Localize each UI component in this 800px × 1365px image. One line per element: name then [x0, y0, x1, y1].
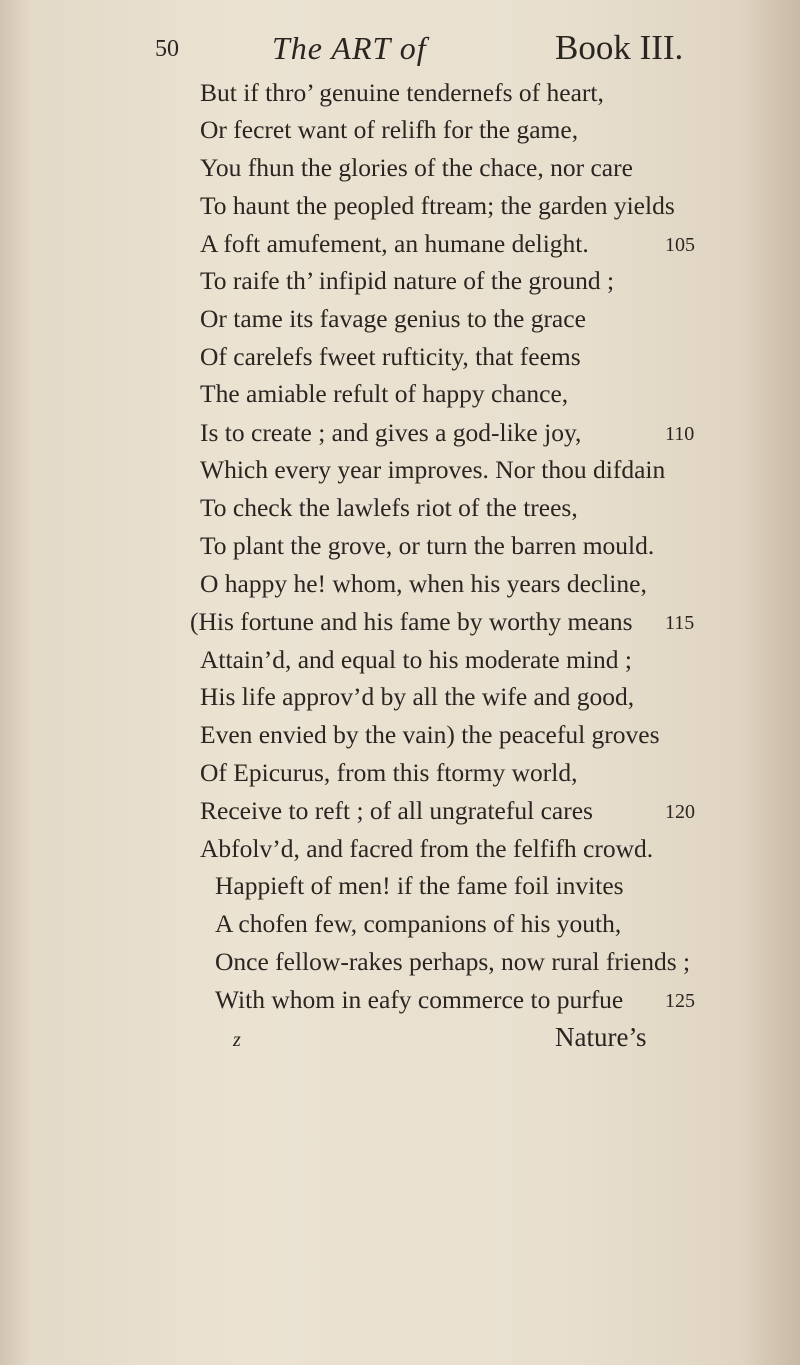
verse-line: To haunt the peopled ftream; the garden yields [200, 191, 675, 220]
line-number: 125 [665, 990, 695, 1012]
verse-line: Even envied by the vain) the peaceful groves [200, 720, 660, 749]
verse-line: To plant the grove, or turn the barren mould. [200, 531, 655, 560]
catchword: Nature’s [555, 1022, 647, 1052]
verse-line: O happy he! whom, when his years decline, [200, 569, 647, 598]
verse-line: Happieft of men! if the fame foil invites [215, 871, 624, 900]
verse-line: Which every year improves. Nor thou difdain [200, 455, 666, 484]
verse-line: Receive to reft ; of all ungrateful cares [200, 796, 593, 825]
line-number: 115 [665, 612, 695, 634]
verse-line: His life approv’d by all the wife and good, [200, 682, 635, 711]
line-number: 120 [665, 801, 695, 823]
verse-line: Once fellow-rakes perhaps, now rural friends ; [215, 947, 691, 976]
verse-line: To check the lawlefs riot of the trees, [200, 493, 578, 522]
verse-line: (His fortune and his fame by worthy means [190, 607, 633, 636]
page-edge-shadow [0, 0, 30, 1365]
verse-line: Attain’d, and equal to his moderate mind ; [200, 645, 632, 674]
verse-line: The amiable refult of happy chance, [200, 379, 569, 408]
page-number: 50 [155, 36, 179, 62]
line-number: 110 [665, 423, 695, 445]
verse-line: Abfolv’d, and facred from the felfifh crowd. [200, 834, 654, 863]
running-header [0, 30, 800, 70]
book-label: Book III. [555, 28, 684, 67]
verse-line: Of Epicurus, from this ftormy world, [200, 758, 578, 787]
signature-mark: z [233, 1029, 241, 1051]
page-gutter-shadow [740, 0, 800, 1365]
verse-line: Is to create ; and gives a god-like joy, [200, 418, 582, 447]
verse-line: Or fecret want of relifh for the game, [200, 115, 579, 144]
verse-line: Or tame its favage genius to the grace [200, 304, 586, 333]
verse-line: With whom in eafy commerce to purfue [215, 985, 624, 1014]
verse-line: You fhun the glories of the chace, nor care [200, 153, 633, 182]
verse-line: To raife th’ infipid nature of the ground ; [200, 266, 615, 295]
verse-line: But if thro’ genuine tendernefs of heart, [200, 78, 604, 107]
running-title: The ART of [272, 30, 427, 66]
line-number: 105 [665, 234, 695, 256]
verse-line: A chofen few, companions of his youth, [215, 909, 622, 938]
verse-line: A foft amufement, an humane delight. [200, 229, 589, 258]
verse-line: Of carelefs fweet rufticity, that feems [200, 342, 581, 371]
